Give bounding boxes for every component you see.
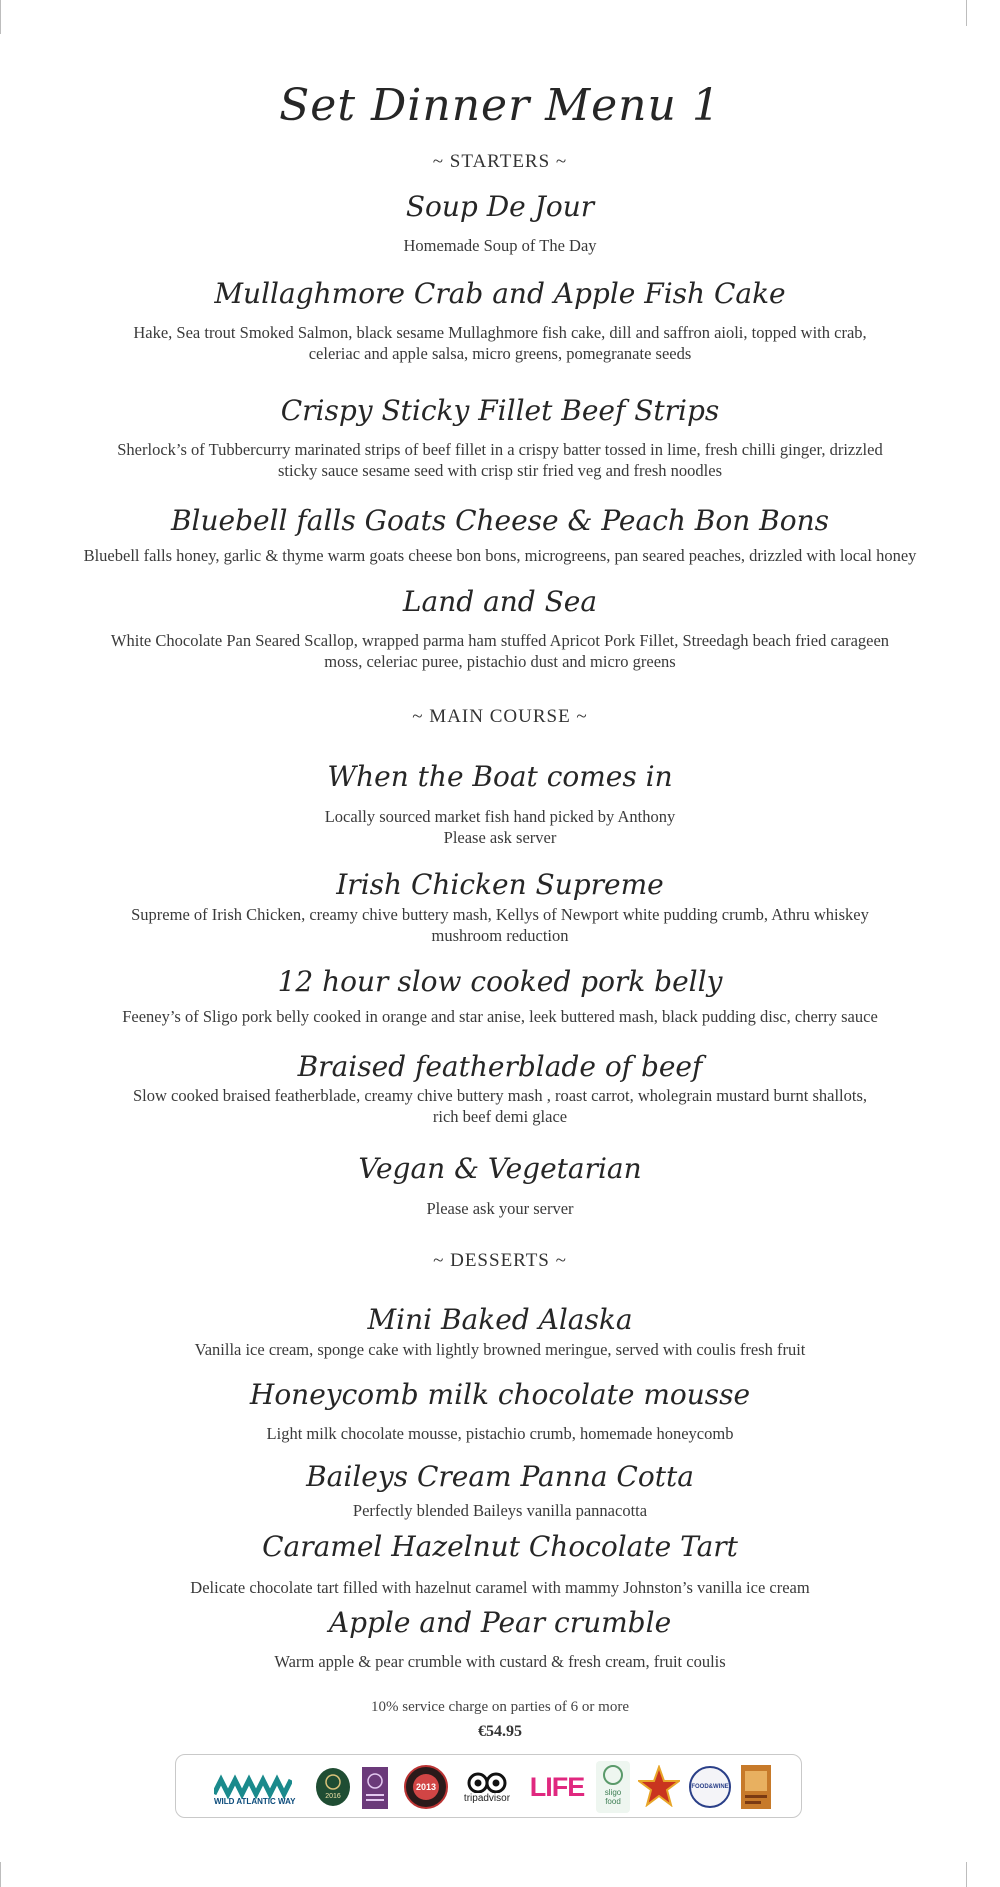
main-course-heading: ~ MAIN COURSE ~ [412, 706, 588, 727]
tripadvisor-label: tripadvisor [463, 1792, 511, 1804]
dish-description: Light milk chocolate mousse, pistachio crumb, homemade honeycomb [266, 1424, 734, 1443]
menu-title: Set Dinner Menu 1 [279, 80, 721, 131]
award-badge-icon [314, 1767, 352, 1807]
dish-name: Soup De Jour [405, 190, 595, 223]
dish-description: Bluebell falls honey, garlic & thyme warm goats cheese bon bons, microgreens, pan seared peaches, drizzled with local honey [83, 546, 917, 565]
owl-eyes-icon [467, 1771, 507, 1793]
dish-description: Supreme of Irish Chicken, creamy chive buttery mash, Kellys of Newport white pudding crumb, Athru whiskey [131, 905, 869, 924]
crop-mark [966, 1862, 967, 1887]
dish-name: Caramel Hazelnut Chocolate Tart [262, 1530, 738, 1563]
dish-description: Vanilla ice cream, sponge cake with lightly browned meringue, served with coulis fresh fruit [194, 1340, 806, 1359]
dish-name: Bluebell falls Goats Cheese & Peach Bon Bons [170, 504, 830, 537]
purple-award-badge [362, 1767, 388, 1809]
award-2016-label: 2016 [325, 1793, 341, 1800]
desserts-heading: ~ DESSERTS ~ [433, 1250, 567, 1271]
award-2013-seal [404, 1765, 448, 1809]
dish-description: moss, celeriac puree, pistachio dust and micro greens [324, 652, 676, 671]
dish-name: Honeycomb milk chocolate mousse [249, 1378, 751, 1411]
dish-description: Homemade Soup of The Day [403, 236, 597, 255]
dish-name: Crispy Sticky Fillet Beef Strips [280, 394, 720, 427]
award-2013-label: 2013 [415, 1782, 437, 1792]
book-cover-icon [741, 1765, 771, 1809]
dish-name: Baileys Cream Panna Cotta [306, 1460, 694, 1493]
dish-description: White Chocolate Pan Seared Scallop, wrapped parma ham stuffed Apricot Pork Fillet, Streedagh beach fried carageen [110, 631, 890, 650]
sligo-food-logo [596, 1761, 630, 1813]
star-award-logo [638, 1765, 680, 1807]
book-cover-logo [741, 1765, 771, 1809]
dish-description: Delicate chocolate tart filled with hazelnut caramel with mammy Johnston’s vanilla ice cream [190, 1578, 810, 1597]
dish-name: Land and Sea [402, 585, 598, 618]
crop-mark [966, 0, 967, 26]
dish-description: Perfectly blended Baileys vanilla pannacotta [352, 1501, 648, 1520]
dish-description: Hake, Sea trout Smoked Salmon, black sesame Mullaghmore fish cake, dill and saffron aioli, topped with crab, [133, 323, 867, 342]
dish-name: Mini Baked Alaska [367, 1303, 633, 1336]
dish-name: Apple and Pear crumble [328, 1606, 672, 1639]
dish-description: Please ask server [443, 828, 557, 847]
dish-description: Please ask your server [426, 1199, 574, 1218]
dish-name: Irish Chicken Supreme [336, 868, 664, 901]
dish-description: Warm apple & pear crumble with custard & fresh cream, fruit coulis [274, 1652, 726, 1671]
dish-name: When the Boat comes in [327, 760, 673, 793]
star-icon [638, 1765, 680, 1807]
dish-description: celeriac and apple salsa, micro greens, pomegranate seeds [308, 344, 692, 363]
dish-name: Braised featherblade of beef [297, 1050, 703, 1083]
dish-description: rich beef demi glace [432, 1107, 568, 1126]
crop-mark [0, 0, 1, 34]
dish-description: Sherlock’s of Tubbercurry marinated strips of beef fillet in a crispy batter tossed in lime, fresh chilli ginger, drizzled [117, 440, 883, 459]
service-charge-note: 10% service charge on parties of 6 or more [371, 1699, 629, 1715]
sligo-food-label: sligo food [604, 1788, 622, 1806]
award-ribbon-icon [362, 1767, 388, 1809]
dish-description: Locally sourced market fish hand picked by Anthony [324, 807, 676, 826]
partner-logos-strip [175, 1754, 802, 1818]
dish-description: sticky sauce sesame seed with crisp stir fried veg and fresh noodles [278, 461, 722, 480]
dish-description: mushroom reduction [431, 926, 569, 945]
food-and-wine-logo [688, 1765, 732, 1809]
menu-price: €54.95 [478, 1723, 522, 1740]
crop-mark [0, 1862, 1, 1887]
award-2016-badge [314, 1767, 352, 1807]
dish-name: Mullaghmore Crab and Apple Fish Cake [214, 277, 786, 310]
tripadvisor-logo [456, 1763, 518, 1811]
life-logo: LIFE [529, 1771, 585, 1802]
dish-name: Vegan & Vegetarian [358, 1152, 642, 1185]
starters-heading: ~ STARTERS ~ [432, 151, 568, 172]
wild-atlantic-way-label: WILD ATLANTIC WAY [214, 1797, 296, 1806]
dish-description: Feeney’s of Sligo pork belly cooked in orange and star anise, leek buttered mash, black pudding disc, cherry sauce [122, 1007, 878, 1026]
food-and-wine-label: FOOD&WINE [691, 1784, 729, 1790]
dish-name: 12 hour slow cooked pork belly [277, 965, 723, 998]
dish-description: Slow cooked braised featherblade, creamy chive buttery mash , roast carrot, wholegrain mustard burnt shallots, [132, 1086, 868, 1105]
